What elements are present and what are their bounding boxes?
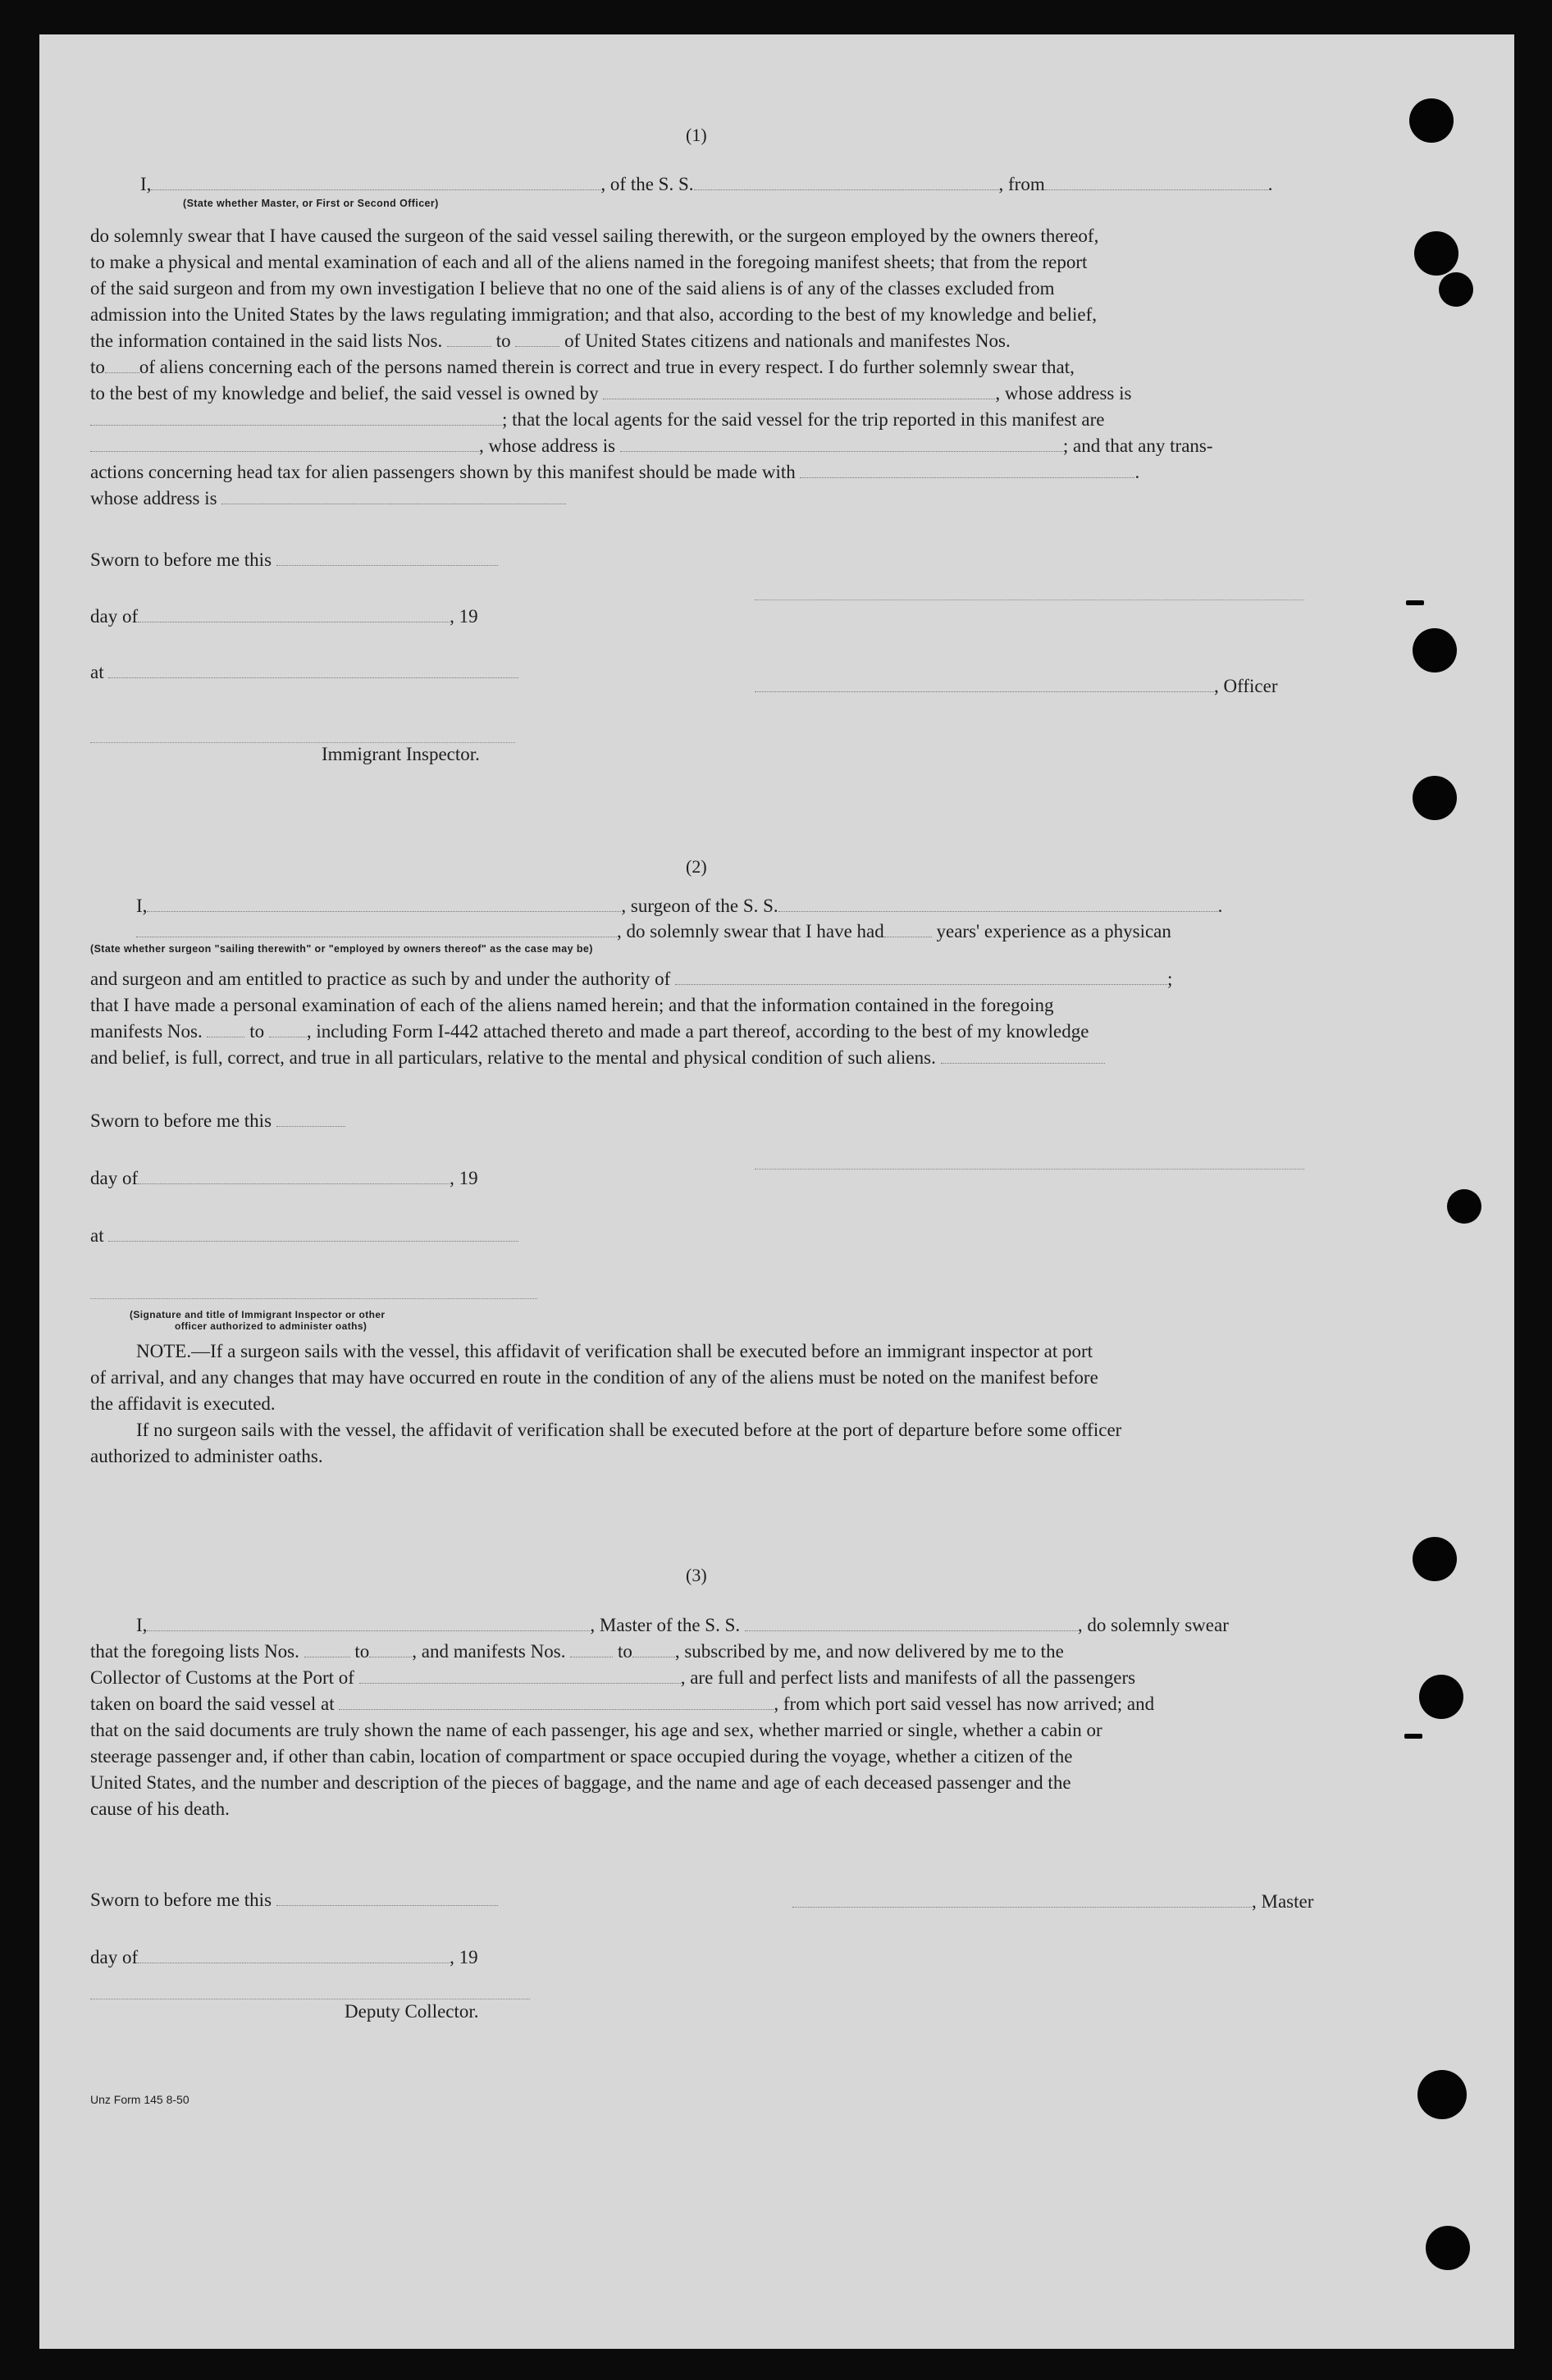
signature-caption-2: officer authorized to administer oaths) bbox=[175, 1320, 367, 1332]
section-1-body: do solemnly swear that I have caused the surgeon of the said vessel sailing therewith, or the surgeon employed by the owners thereof, to make a physical and mental examination of each and all of the aliens named in the foregoing manifest sheets; that from the report of the said surgeon and from my own investigation I believe that no one of the said aliens is of any of the classes excluded from admission into the United States by the laws regulating immigration; and that also, according to the best of my knowledge and belief, the information contained in the said lists Nos. to of United States citizens and nationals and manifestes Nos. to of aliens concerning each of the persons named therein is correct and true in every respect. I do further solemnly swear that, to the best of my knowledge and belief, the said vessel is owned by , whose address is ; that the local agents for the said vessel for the trip reported in this manifest are , whose address is ; and that any trans- actions concerning head tax for alien passengers shown by this manifest should be made with . whose address is bbox=[90, 226, 1213, 508]
section-2-body: and surgeon and am entitled to practice as such by and under the authority of ; that I have made a personal examination of each of the aliens named herein; and that the information contained in the foregoing manifests Nos. to , including Form I-442 attached thereto and made a part thereof, according to the best of my knowledge and belief, is full, correct, and true in all particulars, relative to the mental and physical condition of such aliens. bbox=[90, 969, 1173, 1068]
day-line-2: day of , 19 bbox=[90, 1168, 478, 1188]
punch-hole bbox=[1419, 1675, 1463, 1719]
day-line-1: day of , 19 bbox=[90, 606, 478, 627]
punch-hole bbox=[1413, 776, 1457, 820]
master-signature-line: , Master bbox=[792, 1891, 1313, 1913]
punch-hole bbox=[1413, 1537, 1457, 1581]
form-number: Unz Form 145 8-50 bbox=[90, 2093, 189, 2106]
surgeon-signature-line bbox=[755, 1168, 1304, 1169]
punch-hole bbox=[1409, 98, 1454, 143]
deputy-collector-label: Deputy Collector. bbox=[345, 2001, 479, 2022]
punch-hole bbox=[1447, 1189, 1481, 1224]
surgeon-note: NOTE.—If a surgeon sails with the vessel, this affidavit of verification shall be executed before an immigrant inspector at port of arrival, and any changes that may have occurred en route in the condition of any of the aliens must be noted on the manifest before the affidavit is executed. If no surgeon sails with the vessel, the affidavit of verification shall be executed before at the port of departure before some officer authorized to administer oaths. bbox=[90, 1341, 1122, 1466]
immigrant-inspector-label: Immigrant Inspector. bbox=[322, 744, 480, 764]
form-page bbox=[39, 34, 1514, 2349]
inspector-signature-line bbox=[90, 741, 515, 743]
surgeon-line-2: , do solemnly swear that I have had years' experience as a physican bbox=[136, 921, 1171, 942]
surgeon-type-caption: (State whether surgeon "sailing therewith" or "employed by owners thereof" as the case may be) bbox=[90, 943, 593, 955]
punch-hole bbox=[1414, 231, 1458, 276]
section-3-heading: (3) bbox=[686, 1565, 707, 1585]
section-1-heading: (1) bbox=[686, 125, 707, 145]
authority-signature-line bbox=[90, 1297, 537, 1299]
punch-hole bbox=[1439, 272, 1473, 307]
punch-mark bbox=[1404, 1734, 1422, 1739]
section-3-body: I, , Master of the S. S. , do solemnly swear that the foregoing lists Nos. to , and manifests Nos. to , subscribed by me, and now delivered by me to the Collector of Customs at the Port of , are full and perfect lists and manifests of all the passengers taken on board the said vessel at , from which port said vessel has now arrived; and that on the said documents are truly shown the name of each passenger, his age and sex, whether married or single, whether a cabin or steerage passenger and, if other than cabin, location of compartment or space occupied during the voyage, whether a citizen of the United States, and the number and description of the pieces of baggage, and the name and age of each deceased passenger and the cause of his death. bbox=[90, 1615, 1229, 1819]
officer-rank-caption: (State whether Master, or First or Second Officer) bbox=[183, 198, 439, 209]
punch-hole bbox=[1426, 2226, 1470, 2270]
sworn-line-1: Sworn to before me this bbox=[90, 549, 498, 571]
section-2-heading: (2) bbox=[686, 856, 707, 877]
sworn-line-2: Sworn to before me this bbox=[90, 1110, 345, 1132]
at-line-2: at bbox=[90, 1225, 518, 1247]
punch-hole bbox=[1417, 2070, 1467, 2119]
signature-caption-1: (Signature and title of Immigrant Inspector or other bbox=[130, 1309, 386, 1320]
sworn-line-3: Sworn to before me this bbox=[90, 1890, 498, 1911]
day-line-3: day of , 19 bbox=[90, 1947, 478, 1967]
officer-title-line: , Officer bbox=[755, 676, 1277, 697]
punch-mark bbox=[1406, 600, 1424, 605]
deputy-signature-line bbox=[90, 1998, 530, 1999]
punch-hole bbox=[1413, 628, 1457, 673]
officer-signature-line bbox=[755, 599, 1304, 600]
surgeon-line-1: I, , surgeon of the S. S. . bbox=[136, 896, 1223, 916]
at-line-1: at bbox=[90, 662, 518, 683]
master-declaration-line: I, , of the S. S. , from . bbox=[140, 174, 1273, 194]
